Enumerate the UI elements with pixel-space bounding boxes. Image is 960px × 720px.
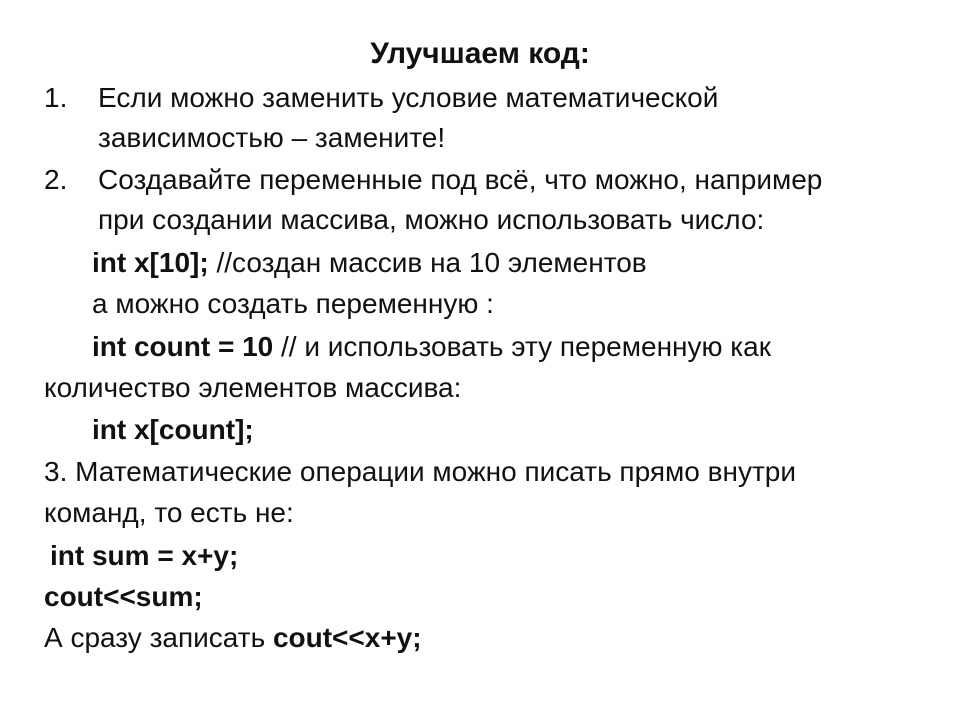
code-cout-sum: cout<<sum; [44,581,203,612]
item1-line2: зависимостью – замените! [98,122,446,153]
item2-line2: при создании массива, можно использовать число: [98,204,765,235]
list-number-1: 1. [44,82,68,113]
code-int-x10: int x[10]; [92,247,209,278]
code-line-count [92,327,771,367]
code-int-count: int count = 10 [92,331,274,362]
code-cout-x-plus-y: cout<<x+y; [272,622,422,653]
text-array-size-continuation: количество элементов массива: [44,372,462,403]
code-comment-count: // и использовать эту переменную как [273,331,771,362]
code-comment-array: //создан массив на 10 элементов [208,247,647,278]
text-create-variable: а можно создать переменную : [92,288,494,319]
final-prefix: А сразу записать [44,622,273,653]
item1-line1: Если можно заменить условие математической [98,82,719,113]
list-number-2: 2. [44,164,68,195]
code-int-x-count: int x[count]; [92,414,254,445]
item2-line1: Создавайте переменные под всё, что можно, например [98,164,823,195]
final-line [44,618,422,658]
item3-line2: команд, то есть не: [44,497,294,528]
slide-title: Улучшаем код: [370,37,590,70]
code-int-sum: int sum = x+y; [50,540,239,571]
item3-line1: 3. Математические операции можно писать прямо внутри [44,456,796,487]
code-line-array-literal [92,243,647,283]
